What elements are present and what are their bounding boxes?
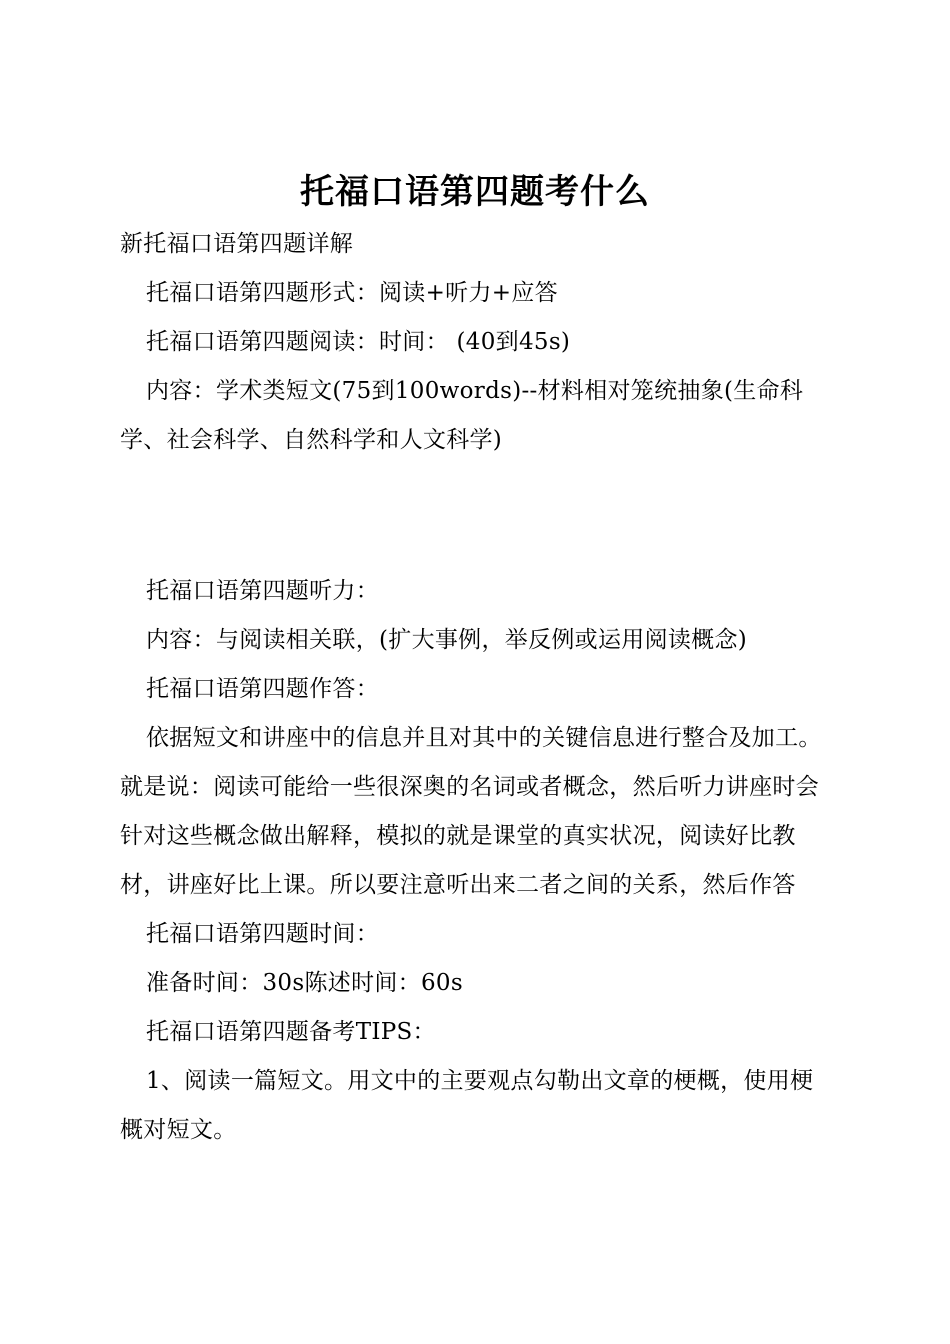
- paragraph-answer-content: 依据短文和讲座中的信息并且对其中的关键信息进行整合及加工。就是说：阅读可能给一些很深奥的名词或者概念，然后听力讲座时会针对这些概念做出解释，模拟的就是课堂的真实状况，阅读好比教材，讲座好比上课。所以要注意听出来二者之间的关系，然后作答: [120, 725, 822, 898]
- paragraph-reading-time: 托福口语第四题阅读：时间： (40到45s): [146, 329, 571, 355]
- paragraph-time-content: 准备时间：30s陈述时间：60s: [146, 970, 463, 996]
- paragraph-reading-content: 内容：学术类短文(75到100words)--材料相对笼统抽象(生命科学、社会科学、自然科学和人文科学): [120, 378, 804, 453]
- paragraph-format: 托福口语第四题形式：阅读+听力+应答: [146, 280, 558, 306]
- section-listening: [120, 567, 832, 1155]
- paragraph-listening-heading: 托福口语第四题听力：: [146, 578, 379, 604]
- paragraph-tip-1: 1、阅读一篇短文。用文中的主要观点勾勒出文章的梗概，使用梗概对短文。: [120, 1068, 814, 1143]
- section-reading: [120, 220, 832, 465]
- paragraph-heading: 新托福口语第四题详解: [120, 231, 353, 257]
- document-title: 托福口语第四题考什么: [300, 171, 650, 212]
- paragraph-tips-heading: 托福口语第四题备考TIPS：: [146, 1019, 436, 1045]
- paragraph-listening-content: 内容：与阅读相关联，(扩大事例，举反例或运用阅读概念): [146, 627, 748, 653]
- paragraph-time-heading: 托福口语第四题时间：: [146, 921, 379, 947]
- paragraph-answer-heading: 托福口语第四题作答：: [146, 676, 379, 702]
